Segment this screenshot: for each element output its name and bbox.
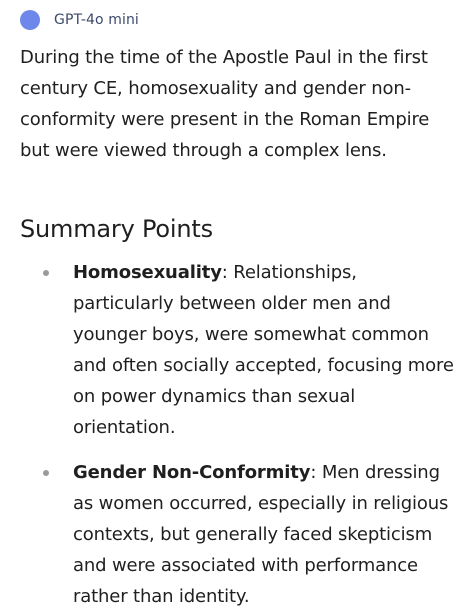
point-text: : Relationships, particularly between older men and younger boys, were somewhat common and often socially accepted, focusing more on power dynamics than sexual orientation. <box>73 262 454 438</box>
model-name-label: GPT-4o mini <box>54 12 139 28</box>
summary-points-list <box>0 257 469 612</box>
point-text: : Men dressing as women occurred, especially in religious contexts, but generally faced skepticism and were associated with performance rather than identity. <box>73 462 449 607</box>
bullet-icon <box>43 470 49 476</box>
model-avatar-icon <box>20 10 40 30</box>
point-term: Gender Non-Conformity <box>73 462 311 483</box>
point-term: Homosexuality <box>73 262 222 283</box>
list-item <box>0 457 469 612</box>
intro-paragraph: During the time of the Apostle Paul in the first century CE, homosexuality and gender non-conformity were present in the Roman Empire but were viewed through a complex lens. <box>20 47 430 161</box>
response-header <box>20 9 139 31</box>
list-item <box>0 257 469 443</box>
bullet-icon <box>43 270 49 276</box>
section-heading: Summary Points <box>20 215 213 243</box>
